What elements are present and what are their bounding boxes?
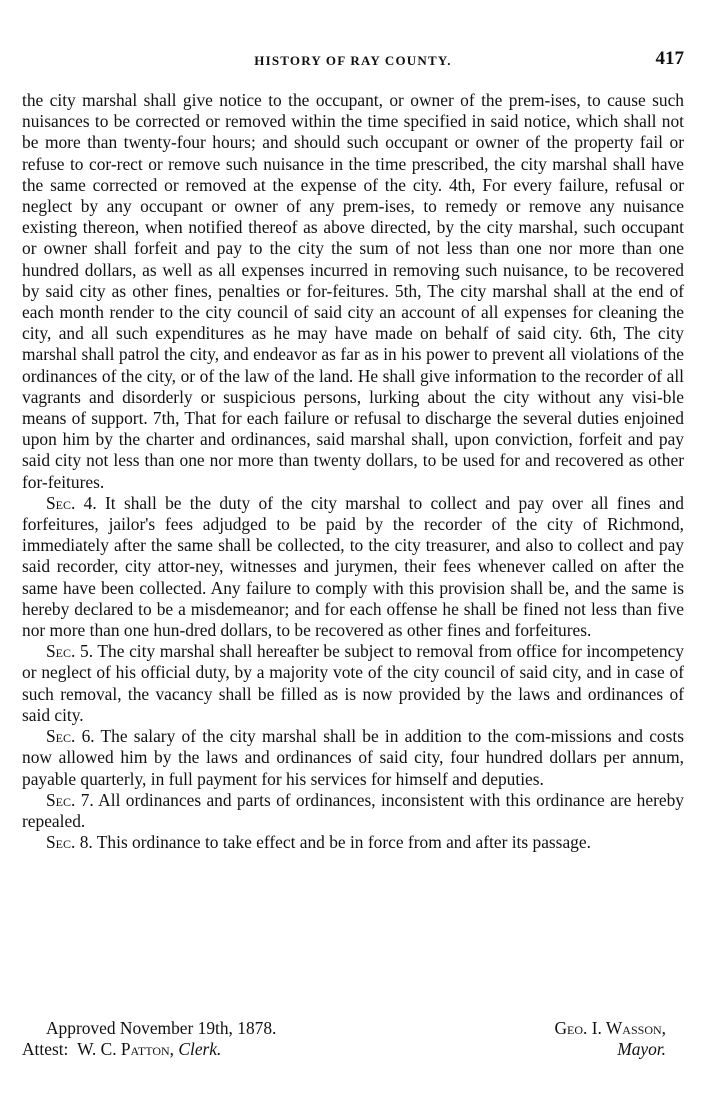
section-text: The salary of the city marshal shall be in addition to the com-missions and costs now allowed him by the laws and ordinances of said city, four hundred dollars per annum, payable quarterly, in full payment for his services for himself and deputies.: [22, 726, 684, 789]
clerk-title: Clerk.: [178, 1039, 222, 1060]
section-label: Sec. 5.: [46, 641, 94, 662]
running-title: HISTORY OF RAY COUNTY.: [254, 53, 452, 68]
section-text: The city marshal shall hereafter be subject to removal from office for incompetency or neglect of his official duty, by a majority vote of the city council of said city, and in case of such removal, the vacancy shall be filled as is now provided by the laws and ordinances of said city.: [22, 641, 684, 725]
approval-date: Approved November 19th, 1878.: [46, 1018, 277, 1038]
attest-row: [22, 1039, 684, 1060]
page-number: 417: [655, 48, 684, 69]
clerk-name: W. C. Patton,: [77, 1039, 175, 1060]
section-label: Sec. 4.: [46, 492, 97, 513]
section-7: [22, 790, 684, 832]
mayor-name: Geo. I. Wasson,: [554, 1018, 666, 1038]
approval-row: [22, 1018, 684, 1039]
section-label: Sec. 6.: [46, 726, 95, 747]
section-label: Sec. 7.: [46, 789, 94, 810]
body-text: [22, 90, 684, 853]
section-5: [22, 641, 684, 726]
section-text: This ordinance to take effect and be in force from and after its passage.: [96, 832, 591, 853]
attest-label: Attest:: [22, 1039, 69, 1060]
section-text: It shall be the duty of the city marshal to collect and pay over all fines and forfeitures, jailor's fees adjudged to be paid by the recorder of the city of Richmond, immediately after the same shall be collected, to the city treasurer, and also to collect and pay said recorder, city attor-ney, witnesses and jurymen, their fees whenever called on after the same have been collected. Any failure to comply with this provision shall be, and the same is hereby declared to be a misdemeanor; and for each offense he shall be fined not less than five nor more than one hun-dred dollars, to be recovered as other fines and forfeitures.: [22, 492, 684, 641]
paragraph-continued: [22, 90, 684, 493]
section-label: Sec. 8.: [46, 832, 93, 853]
paragraph-text: the city marshal shall give notice to the occupant, or owner of the prem-ises, to cause such nuisances to be corrected or removed within the time specified in said notice, which shall not be more than twenty-four hours; and should such occupant or owner of the property fail or refuse to cor-rect or remove such nuisance in the time prescribed, the city marshal shall have the same corrected or removed at the expense of the city. 4th, For every failure, refusal or neglect by any occupant or owner of any prem-ises, to remedy or remove any nuisance existing thereon, when notified thereof as above directed, by the city marshal, such occupant or owner shall forfeit and pay to the city the sum of not less than one nor more than one hundred dollars, as well as all expenses incurred in removing such nuisance, to be recovered by said city as other fines, penalties or for-feitures. 5th, The city marshal shall at the end of each month render to the city council of said city an account of all expenses for cleaning the city, and all such expenditures as he may have made on behalf of said city. 6th, The city marshal shall patrol the city, and endeavor as far as in his power to prevent all violations of the ordinances of the city, or of the law of the land. He shall give information to the recorder of all vagrants and disorderly or suspicious persons, lurking about the city without any visi-ble means of support. 7th, That for each failure or refusal to discharge the several duties enjoined upon him by the charter and ordinances, said marshal shall, upon conviction, forfeit and pay said city not less than one nor more than twenty dollars, to be used for and recovered as other for-feitures.: [22, 90, 684, 492]
signature-block: [22, 1018, 684, 1060]
attest-line: [22, 1039, 221, 1060]
section-text: All ordinances and parts of ordinances, inconsistent with this ordinance are hereby repealed.: [22, 789, 684, 831]
section-8: [22, 832, 684, 853]
section-4: [22, 493, 684, 641]
section-6: [22, 726, 684, 790]
mayor-title: Mayor.: [617, 1039, 666, 1060]
running-header: [22, 48, 684, 72]
